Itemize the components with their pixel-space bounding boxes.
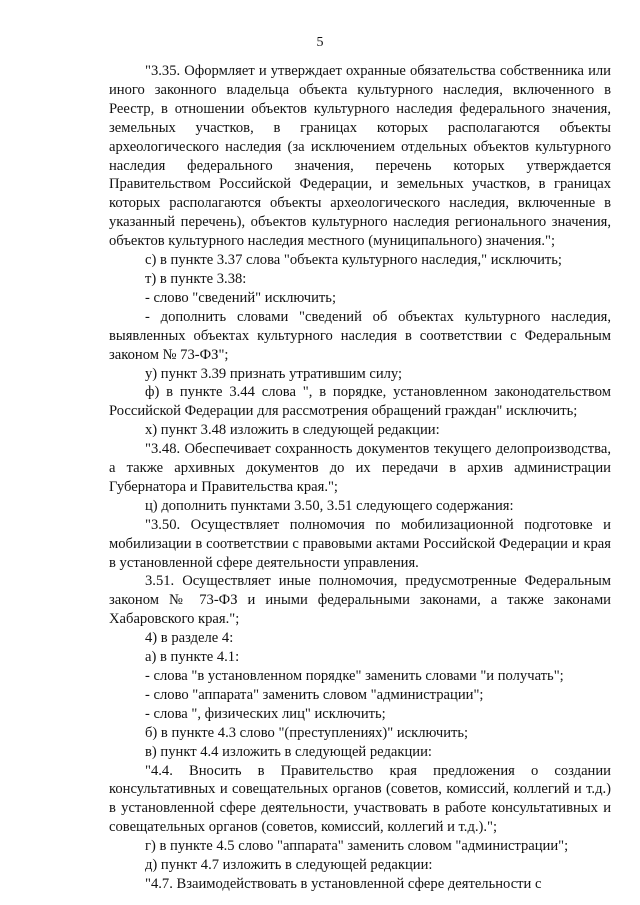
paragraph-dash-3: - слова "в установленном порядке" заменить словами "и получать"; bbox=[145, 668, 564, 684]
page-number: 5 bbox=[316, 35, 324, 50]
paragraph-3-48: "3.48. Обеспечивает сохранность документов текущего делопроизводства, а также архивных документов до их передачи в архив администрации Губернатора и Правительства края."; bbox=[109, 441, 611, 495]
paragraph-item-a: а) в пункте 4.1: bbox=[145, 649, 240, 666]
paragraph-item-v: в) пункт 4.4 изложить в следующей редакции: bbox=[145, 743, 432, 760]
paragraph-dash-5: - слова ", физических лиц" исключить; bbox=[145, 705, 386, 722]
paragraph-item-b: б) в пункте 4.3 слово "(преступлениях)" исключить; bbox=[145, 724, 469, 741]
paragraph-item-s: с) в пункте 3.37 слова "объекта культурного наследия," исключить; bbox=[145, 252, 562, 269]
paragraph-dash-1: - слово "сведений" исключить; bbox=[145, 289, 337, 306]
paragraph-4-4: "4.4. Вносить в Правительство края предложения о создании консультативных и совещательных органов (советов, комиссий, коллегий и т.д.) в установленной сфере деятельности, участвовать в работе консультативных и совещательных органов (советов, комиссий, коллегий и т.д.)."; bbox=[109, 762, 611, 836]
paragraph-section-4: 4) в разделе 4: bbox=[145, 630, 234, 647]
paragraph-item-ts: ц) дополнить пунктами 3.50, 3.51 следующего содержания: bbox=[145, 497, 514, 514]
paragraph-item-kh: х) пункт 3.48 изложить в следующей редакции: bbox=[145, 422, 440, 439]
paragraph-item-t: т) в пункте 3.38: bbox=[145, 270, 247, 287]
paragraph-3-50: "3.50. Осуществляет полномочия по мобилизационной подготовке и мобилизации в соответствии с правовыми актами Российской Федерации и края в установленной сфере деятельности управления. bbox=[109, 516, 611, 571]
paragraph-4-7: "4.7. Взаимодействовать в установленной сфере деятельности с bbox=[145, 875, 542, 892]
paragraph-item-d: д) пункт 4.7 изложить в следующей редакции: bbox=[145, 857, 433, 874]
paragraph-item-f: ф) в пункте 3.44 слова ", в порядке, установленном законодательством Российской Федерации для рассмотрения обращений граждан" исключить; bbox=[109, 384, 611, 420]
paragraph-3-51: 3.51. Осуществляет иные полномочия, предусмотренные Федеральным законом № 73-ФЗ и иными федеральными законами, а также законами Хабаровского края."; bbox=[109, 573, 611, 628]
paragraph-dash-4: - слово "аппарата" заменить словом "администрации"; bbox=[145, 686, 484, 703]
paragraph-dash-2: - дополнить словами "сведений об объектах культурного наследия, выявленных объектах культурного наследия в соответствии с Федеральным законом № 73-ФЗ"; bbox=[109, 308, 611, 363]
paragraph-item-g: г) в пункте 4.5 слово "аппарата" заменить словом "администрации"; bbox=[145, 838, 569, 855]
paragraph-item-u: у) пункт 3.39 признать утратившим силу; bbox=[145, 365, 403, 382]
document-body bbox=[109, 62, 611, 894]
paragraph-3-35: "3.35. Оформляет и утверждает охранные обязательства собственника или иного законного владельца объекта культурного наследия, включенного в Реестр, в отношении объектов культурного наследия федерального значения, земельных участков, в границах которых располагаются объекты археологического наследия (за исключением отдельных объектов культурного наследия федерального значения, перечень которых утверждается Правительством Российской Федерации, и земельных участков, в границах которых располагаются объекты археологического наследия, включенные в указанный перечень), объектов культурного наследия регионального значения, объектов культурного наследия местного (муниципального) значения."; bbox=[109, 63, 611, 250]
